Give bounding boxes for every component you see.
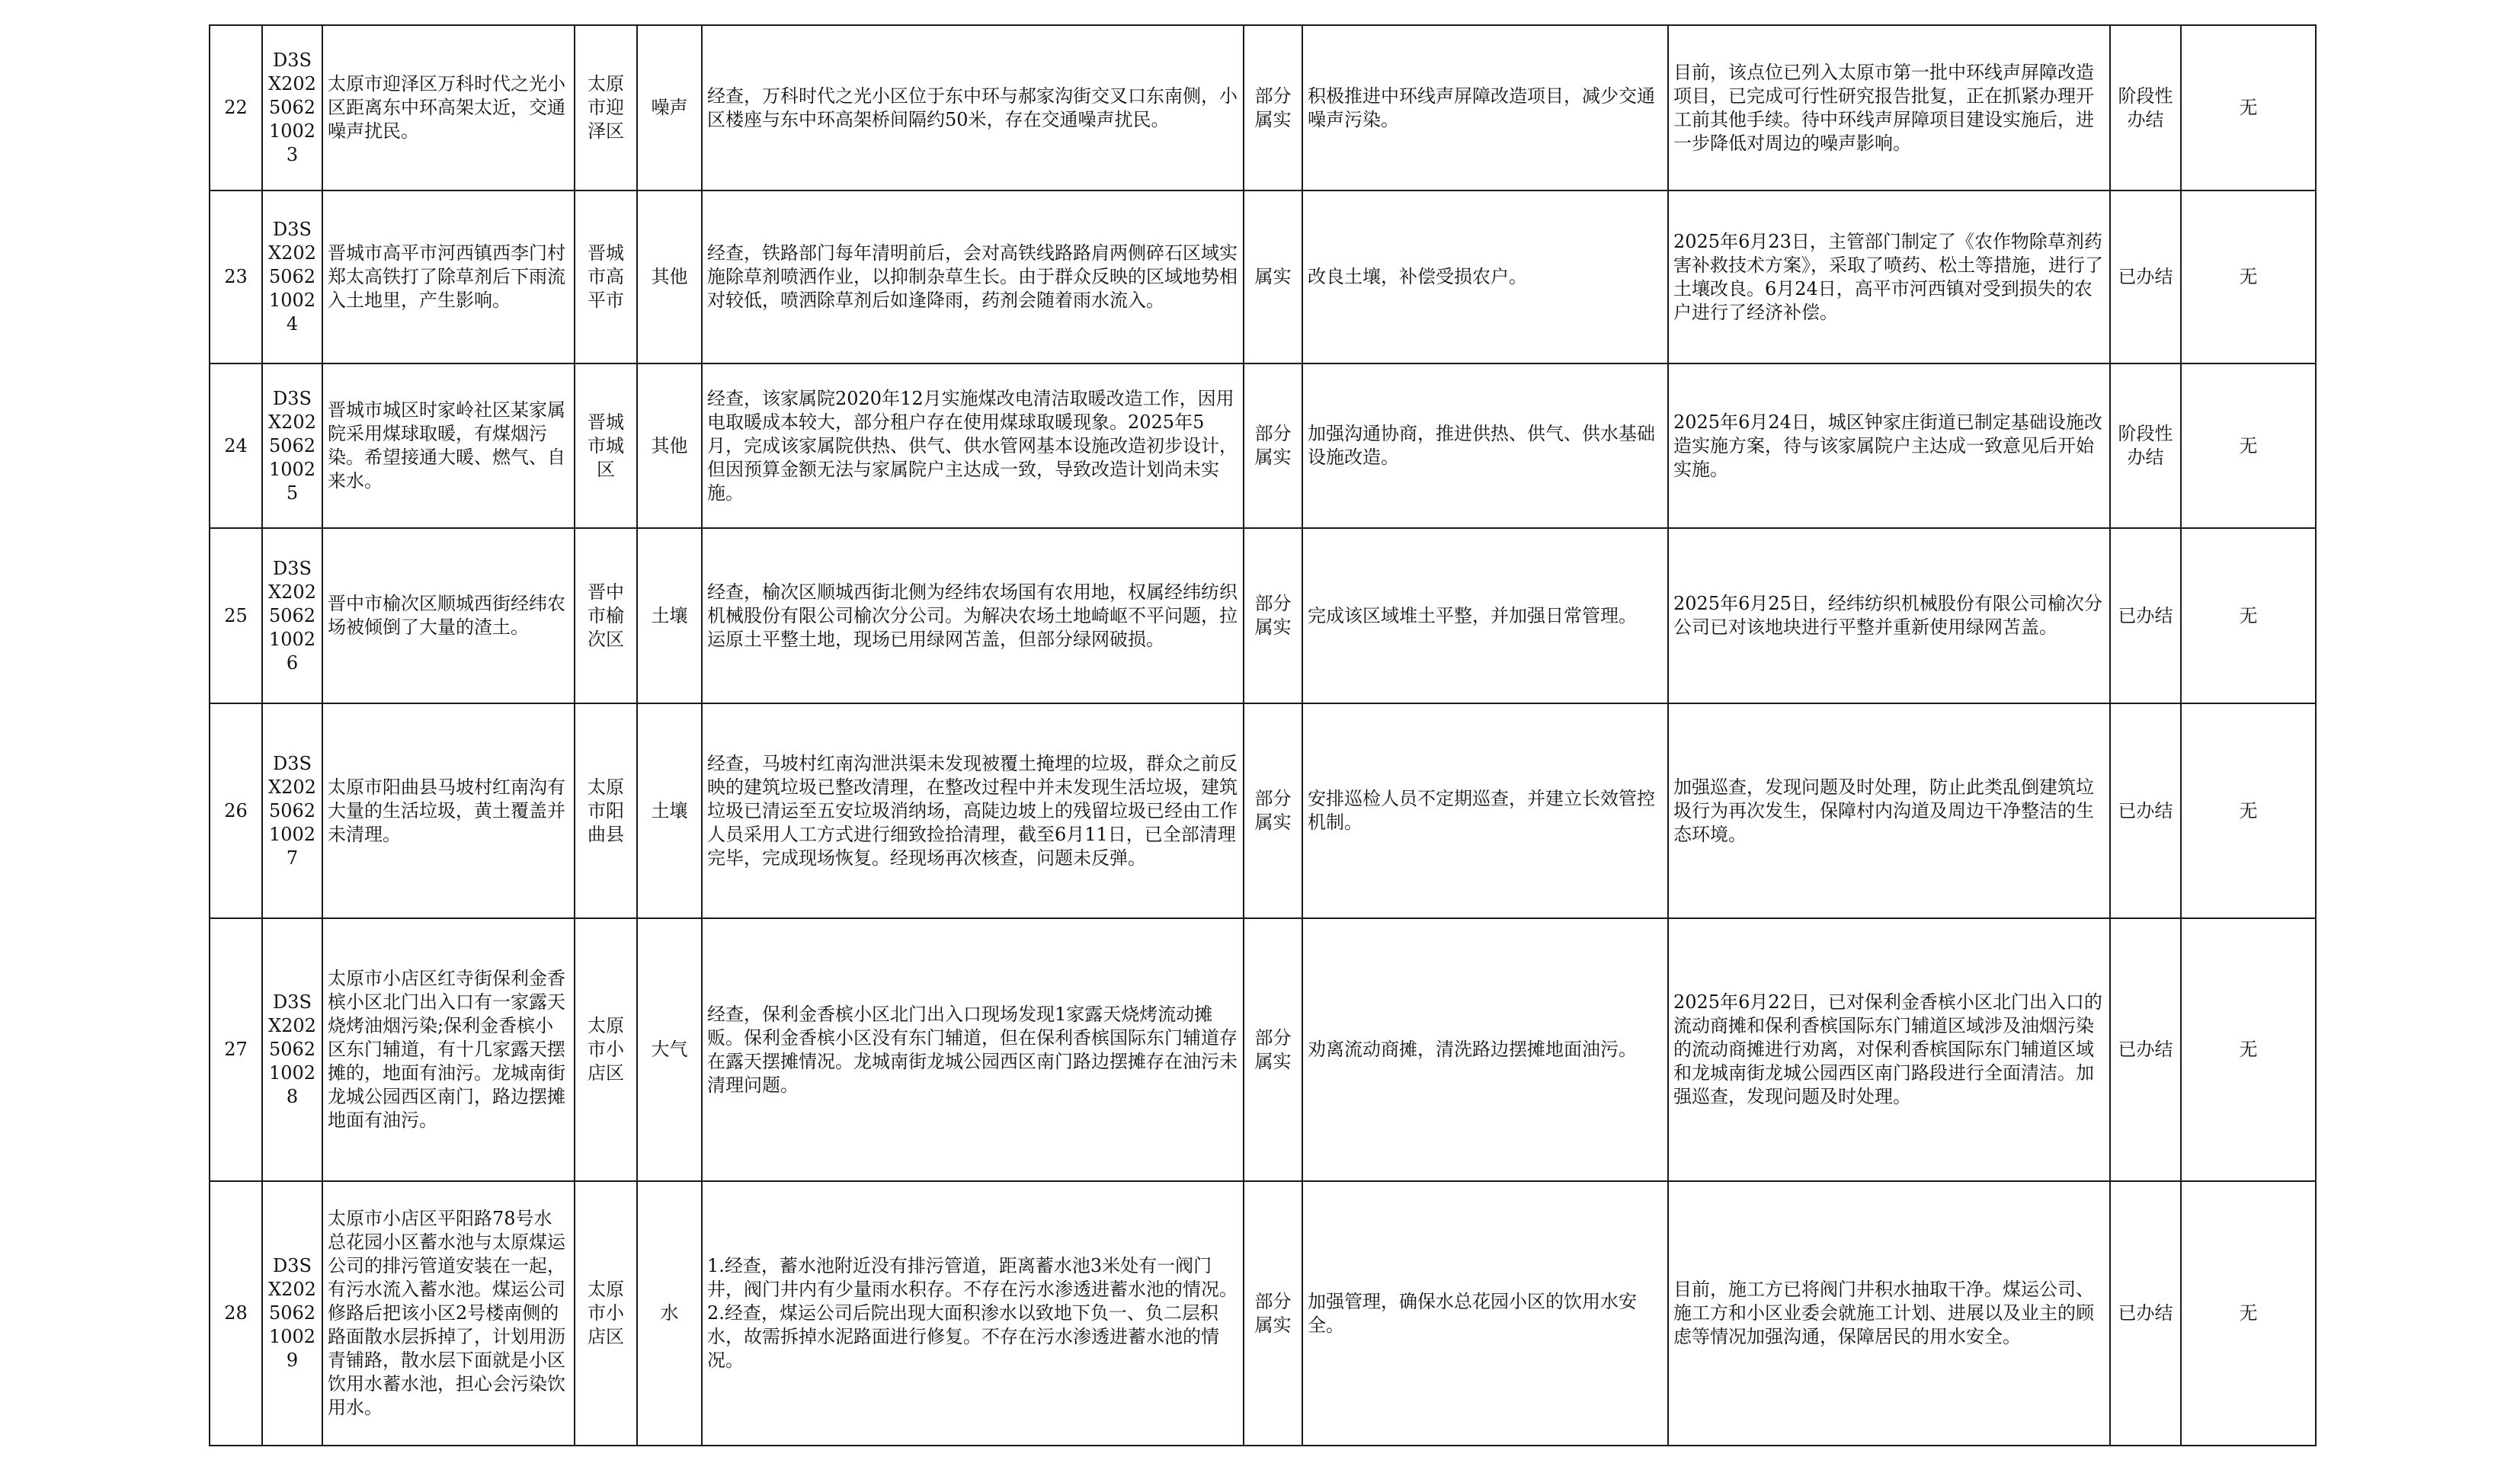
handling-measures: 加强沟通协商，推进供热、供气、供水基础设施改造。 xyxy=(1302,363,1668,528)
verification-result: 部分属实 xyxy=(1244,25,1302,191)
pollution-type: 土壤 xyxy=(637,703,702,918)
complaint-summary: 太原市小店区红寺街保利金香槟小区北门出入口有一家露天烧烤油烟污染;保利金香槟小区东门辅道，有十几家露天摆摊的，地面有油污。龙城南街龙城公园西区南门，路边摆摊地面有油污。 xyxy=(322,918,575,1181)
findings-paragraph: 1.经查，蓄水池附近没有排污管道，距离蓄水池3米处有一阀门井，阀门井内有少量雨水积存。不存在污水渗透进蓄水池的情况。 xyxy=(707,1255,1238,1300)
table-row xyxy=(210,191,2316,363)
pollution-type: 水 xyxy=(637,1181,702,1446)
case-status: 已办结 xyxy=(2110,918,2181,1181)
handling-progress: 2025年6月25日，经纬纺织机械股份有限公司榆次分公司已对该地块进行平整并重新使用绿网苫盖。 xyxy=(1668,528,2110,703)
case-status: 阶段性办结 xyxy=(2110,25,2181,191)
case-status: 已办结 xyxy=(2110,1181,2181,1446)
verification-result: 属实 xyxy=(1244,191,1302,363)
handling-measures: 完成该区域堆土平整，并加强日常管理。 xyxy=(1302,528,1668,703)
pollution-type: 大气 xyxy=(637,918,702,1181)
investigation-findings xyxy=(702,191,1244,363)
findings-paragraph: 经查，保利金香槟小区北门出入口现场发现1家露天烧烤流动摊贩。保利金香槟小区没有东门辅道，但在保利香槟国际东门辅道存在露天摆摊情况。龙城南街龙城公园西区南门路边摆摊存在油污未清理问题。 xyxy=(707,1003,1238,1096)
row-number: 28 xyxy=(210,1181,262,1446)
handling-measures: 积极推进中环线声屏障改造项目，减少交通噪声污染。 xyxy=(1302,25,1668,191)
row-number: 26 xyxy=(210,703,262,918)
investigation-findings xyxy=(702,25,1244,191)
case-status: 已办结 xyxy=(2110,703,2181,918)
case-status: 已办结 xyxy=(2110,528,2181,703)
investigation-findings xyxy=(702,1181,1244,1446)
petition-table xyxy=(209,24,2317,1446)
verification-result: 部分属实 xyxy=(1244,703,1302,918)
handling-progress: 加强巡查，发现问题及时处理，防止此类乱倒建筑垃圾行为再次发生，保障村内沟道及周边干净整洁的生态环境。 xyxy=(1668,703,2110,918)
case-id: D3SX202506210029 xyxy=(262,1181,322,1446)
table-row xyxy=(210,1181,2316,1446)
handling-progress: 目前，施工方已将阀门井积水抽取干净。煤运公司、施工方和小区业委会就施工计划、进展以及业主的顾虑等情况加强沟通，保障居民的用水安全。 xyxy=(1668,1181,2110,1446)
verification-result: 部分属实 xyxy=(1244,1181,1302,1446)
complaint-summary: 晋城市城区时家岭社区某家属院采用煤球取暖，有煤烟污染。希望接通大暖、燃气、自来水。 xyxy=(322,363,575,528)
administrative-area: 太原市小店区 xyxy=(575,1181,637,1446)
case-id: D3SX202506210024 xyxy=(262,191,322,363)
accountability: 无 xyxy=(2181,363,2316,528)
complaint-summary: 晋中市榆次区顺城西街经纬农场被倾倒了大量的渣土。 xyxy=(322,528,575,703)
administrative-area: 太原市迎泽区 xyxy=(575,25,637,191)
case-status: 已办结 xyxy=(2110,191,2181,363)
case-id: D3SX202506210025 xyxy=(262,363,322,528)
row-number: 22 xyxy=(210,25,262,191)
row-number: 23 xyxy=(210,191,262,363)
complaint-summary: 太原市阳曲县马坡村红南沟有大量的生活垃圾，黄土覆盖并未清理。 xyxy=(322,703,575,918)
administrative-area: 晋中市榆次区 xyxy=(575,528,637,703)
handling-measures: 加强管理，确保水总花园小区的饮用水安全。 xyxy=(1302,1181,1668,1446)
accountability: 无 xyxy=(2181,918,2316,1181)
handling-measures: 劝离流动商摊，清洗路边摆摊地面油污。 xyxy=(1302,918,1668,1181)
accountability: 无 xyxy=(2181,703,2316,918)
administrative-area: 晋城市高平市 xyxy=(575,191,637,363)
table-row xyxy=(210,703,2316,918)
administrative-area: 太原市小店区 xyxy=(575,918,637,1181)
case-status: 阶段性办结 xyxy=(2110,363,2181,528)
row-number: 24 xyxy=(210,363,262,528)
accountability: 无 xyxy=(2181,191,2316,363)
handling-measures: 安排巡检人员不定期巡查，并建立长效管控机制。 xyxy=(1302,703,1668,918)
verification-result: 部分属实 xyxy=(1244,528,1302,703)
row-number: 25 xyxy=(210,528,262,703)
verification-result: 部分属实 xyxy=(1244,918,1302,1181)
pollution-type: 噪声 xyxy=(637,25,702,191)
table-row xyxy=(210,25,2316,191)
table-row xyxy=(210,363,2316,528)
accountability: 无 xyxy=(2181,25,2316,191)
case-id: D3SX202506210026 xyxy=(262,528,322,703)
investigation-findings xyxy=(702,363,1244,528)
pollution-type: 其他 xyxy=(637,191,702,363)
handling-measures: 改良土壤，补偿受损农户。 xyxy=(1302,191,1668,363)
pollution-type: 土壤 xyxy=(637,528,702,703)
investigation-findings xyxy=(702,703,1244,918)
table-row xyxy=(210,918,2316,1181)
administrative-area: 太原市阳曲县 xyxy=(575,703,637,918)
findings-paragraph: 经查，万科时代之光小区位于东中环与郝家沟街交叉口东南侧，小区楼座与东中环高架桥间隔约50米，存在交通噪声扰民。 xyxy=(707,85,1238,130)
accountability: 无 xyxy=(2181,1181,2316,1446)
handling-progress: 2025年6月24日，城区钟家庄街道已制定基础设施改造实施方案，待与该家属院户主达成一致意见后开始实施。 xyxy=(1668,363,2110,528)
complaint-summary: 太原市迎泽区万科时代之光小区距离东中环高架太近，交通噪声扰民。 xyxy=(322,25,575,191)
case-id: D3SX202506210027 xyxy=(262,703,322,918)
accountability: 无 xyxy=(2181,528,2316,703)
row-number: 27 xyxy=(210,918,262,1181)
findings-paragraph: 经查，榆次区顺城西街北侧为经纬农场国有农用地，权属经纬纺织机械股份有限公司榆次分公司。为解决农场土地崎岖不平问题，拉运原土平整土地，现场已用绿网苫盖，但部分绿网破损。 xyxy=(707,581,1238,650)
table-row xyxy=(210,528,2316,703)
handling-progress: 2025年6月23日，主管部门制定了《农作物除草剂药害补救技术方案》，采取了喷药、松土等措施，进行了土壤改良。6月24日，高平市河西镇对受到损失的农户进行了经济补偿。 xyxy=(1668,191,2110,363)
pollution-type: 其他 xyxy=(637,363,702,528)
administrative-area: 晋城市城区 xyxy=(575,363,637,528)
complaint-summary: 太原市小店区平阳路78号水总花园小区蓄水池与太原煤运公司的排污管道安装在一起，有污水流入蓄水池。煤运公司修路后把该小区2号楼南侧的路面散水层拆掉了，计划用沥青铺路，散水层下面就是小区饮用水蓄水池，担心会污染饮用水。 xyxy=(322,1181,575,1446)
findings-paragraph: 经查，铁路部门每年清明前后，会对高铁线路路肩两侧碎石区域实施除草剂喷洒作业，以抑制杂草生长。由于群众反映的区域地势相对较低，喷洒除草剂后如逢降雨，药剂会随着雨水流入。 xyxy=(707,242,1238,311)
findings-paragraph: 经查，该家属院2020年12月实施煤改电清洁取暖改造工作，因用电取暖成本较大，部分租户存在使用煤球取暖现象。2025年5月，完成该家属院供热、供气、供水管网基本设施改造初步设计，但因预算金额无法与家属院户主达成一致，导致改造计划尚未实施。 xyxy=(707,387,1238,504)
complaint-summary: 晋城市高平市河西镇西李门村郑太高铁打了除草剂后下雨流入土地里，产生影响。 xyxy=(322,191,575,363)
findings-paragraph: 经查，马坡村红南沟泄洪渠未发现被覆土掩埋的垃圾，群众之前反映的建筑垃圾已整改清理，在整改过程中并未发现生活垃圾，建筑垃圾已清运至五安垃圾消纳场，高陡边坡上的残留垃圾已经由工作人员采用人工方式进行细致捡拾清理，截至6月11日，已全部清理完毕，完成现场恢复。经现场再次核查，问题未反弹。 xyxy=(707,752,1238,869)
findings-paragraph: 2.经查，煤运公司后院出现大面积渗水以致地下负一、负二层积水，故需拆掉水泥路面进行修复。不存在污水渗透进蓄水池的情况。 xyxy=(707,1302,1219,1371)
investigation-findings xyxy=(702,528,1244,703)
verification-result: 部分属实 xyxy=(1244,363,1302,528)
handling-progress: 2025年6月22日，已对保利金香槟小区北门出入口的流动商摊和保利香槟国际东门辅道区域涉及油烟污染的流动商摊进行劝离，对保利香槟国际东门辅道区域和龙城南街龙城公园西区南门路段进行全面清洁。加强巡查，发现问题及时处理。 xyxy=(1668,918,2110,1181)
handling-progress: 目前，该点位已列入太原市第一批中环线声屏障改造项目，已完成可行性研究报告批复，正在抓紧办理开工前其他手续。待中环线声屏障项目建设实施后，进一步降低对周边的噪声影响。 xyxy=(1668,25,2110,191)
case-id: D3SX202506210023 xyxy=(262,25,322,191)
investigation-findings xyxy=(702,918,1244,1181)
case-id: D3SX202506210028 xyxy=(262,918,322,1181)
